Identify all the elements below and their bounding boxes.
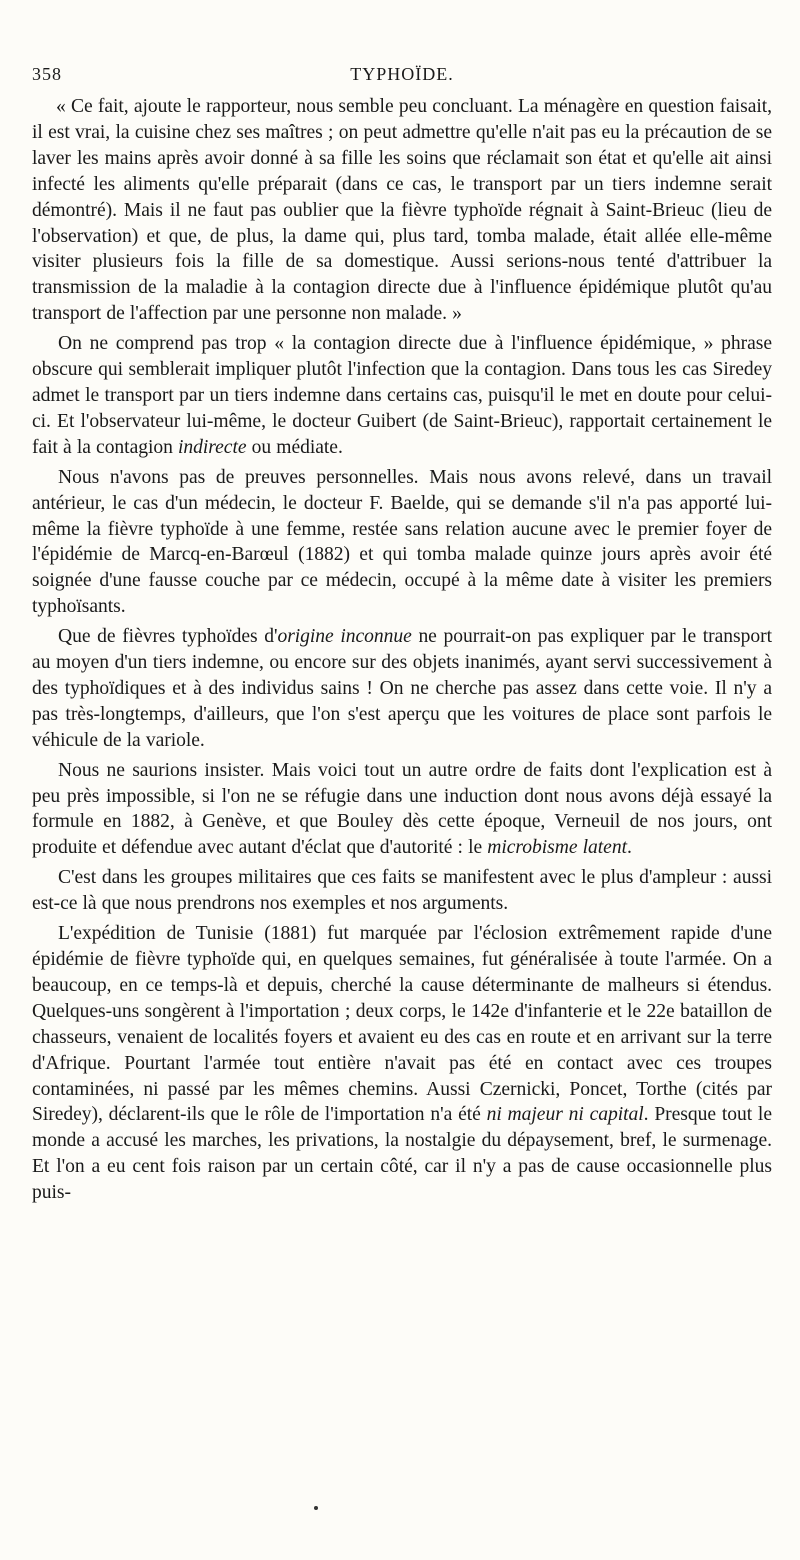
paragraph-text: Nous ne saurions insister. Mais voici tout un autre ordre de faits dont l'explication est à peu près impossible, si l'on ne se réfugie dans une induction dont nous avons déjà essayé la formule en 1882, à Genève, et que Bouley dès cette époque, Verneuil de nos jours, ont produite et défendue avec autant d'éclat que d'autorité : le [32,759,772,859]
running-title: TYPHOÏDE. [350,64,454,84]
paragraph [32,758,772,862]
paragraph-text: On ne comprend pas trop « la contagion directe due à l'influence épidémique, » phrase obscure qui semblerait impliquer plutôt l'infection que la contagion. Dans tous les cas Siredey admet le transport par un tiers indemne dans certains cas, puisqu'il le met en doute pour celui-ci. Et l'observateur lui-même, le docteur Guibert (de Saint-Brieuc), rapportait certainement le fait à la contagion [32,333,772,458]
italic-term: indirecte [178,436,247,458]
paragraph-text: « Ce fait, ajoute le rapporteur, nous semble peu concluant. La ménagère en question faisait, il est vrai, la cuisine chez ses maîtres ; on peut admettre qu'elle n'ait pas eu la précaution de se laver les mains après avoir donné à sa fille les soins que réclamait son état et qu'elle ait ainsi infecté les aliments qu'elle préparait (dans ce cas, le transport par un tiers indemne serait démontré). Mais il ne faut pas oublier que la fièvre typhoïde régnait à Saint-Brieuc (lieu de l'observation) et que, de plus, la dame qui, plus tard, tomba malade, était allée elle-même visiter plusieurs fois la fille de sa domestique. Aussi serions-nous tenté d'attribuer la transmission de la maladie à la contagion directe due à l'influence épidémique plutôt qu'au transport de l'affection par une personne non malade. » [32,96,772,325]
page-number: 358 [32,64,62,84]
paragraph-text: L'expédition de Tunisie (1881) fut marquée par l'éclosion extrêmement rapide d'une épidémie de fièvre typhoïde qui, en quelques semaines, fut généralisée à toute l'armée. On a beaucoup, en ce temps-là et depuis, cherché la cause déterminante de malheurs si étendus. Quelques-uns songèrent à l'importation ; deux corps, le 142e d'infanterie et le 22e bataillon de chasseurs, venaient de localités foyers et avaient eu des cas en route et en arrivant sur la terre d'Afrique. Pourtant l'armée tout entière n'avait pas été en contact avec ces troupes contaminées, ni passé par les mêmes chemins. Aussi Czernicki, Poncet, Torthe (cités par Siredey), déclarent-ils que le rôle de l'importation n'a été [32,923,772,1126]
paragraph-text: C'est dans les groupes militaires que ces faits se manifestent avec le plus d'ampleur : aussi est-ce là que nous prendrons nos exemples et nos arguments. [32,867,772,915]
paragraph-text: Que de fièvres typhoïdes d' [58,626,278,648]
paragraph-text: ne pourrait-on pas expliquer par le transport au moyen d'un tiers indemne, ou encore sur des objets inanimés, ayant servi successivement à des typhoïdiques et à des individus sains ! On ne cherche pas assez dans cette voie. Il n'y a pas très-longtemps, d'ailleurs, que l'on s'est aperçu que les voitures de place sont parfois le véhicule de la variole. [32,626,772,751]
book-page [32,58,772,1210]
print-speck [314,1506,318,1510]
paragraph-text: Nous n'avons pas de preuves personnelles. Mais nous avons relevé, dans un travail antérieur, le cas d'un médecin, le docteur F. Baelde, qui se demande s'il n'a pas apporté lui-même la fièvre typhoïde à une femme, restée sans relation aucune avec le premier foyer de l'épidémie de Marcq-en-Barœul (1882) et qui tomba malade quinze jours après avoir été soignée d'une fausse couche par ce médecin, occupé à la même date à visiter les premiers typhoïsants. [32,466,772,618]
paragraph [32,465,772,620]
paragraph [32,331,772,461]
paragraph-text: ou médiate. [246,436,343,458]
italic-term: ni majeur ni capital [486,1104,644,1126]
italic-term: origine inconnue [277,626,412,648]
paragraph [32,94,772,327]
page-header [32,58,772,94]
paragraph-text: . [626,837,632,859]
paragraph [32,865,772,917]
italic-term: microbisme latent [487,837,627,859]
paragraph [32,624,772,754]
paragraph [32,921,772,1206]
paragraph-text: . Presque tout le monde a accusé les marches, les privations, la nostalgie du dépaysement, bref, le surmenage. Et l'on a eu cent fois raison par un certain côté, car il n'y a pas de cause occasionnelle plus puis- [32,1104,772,1204]
